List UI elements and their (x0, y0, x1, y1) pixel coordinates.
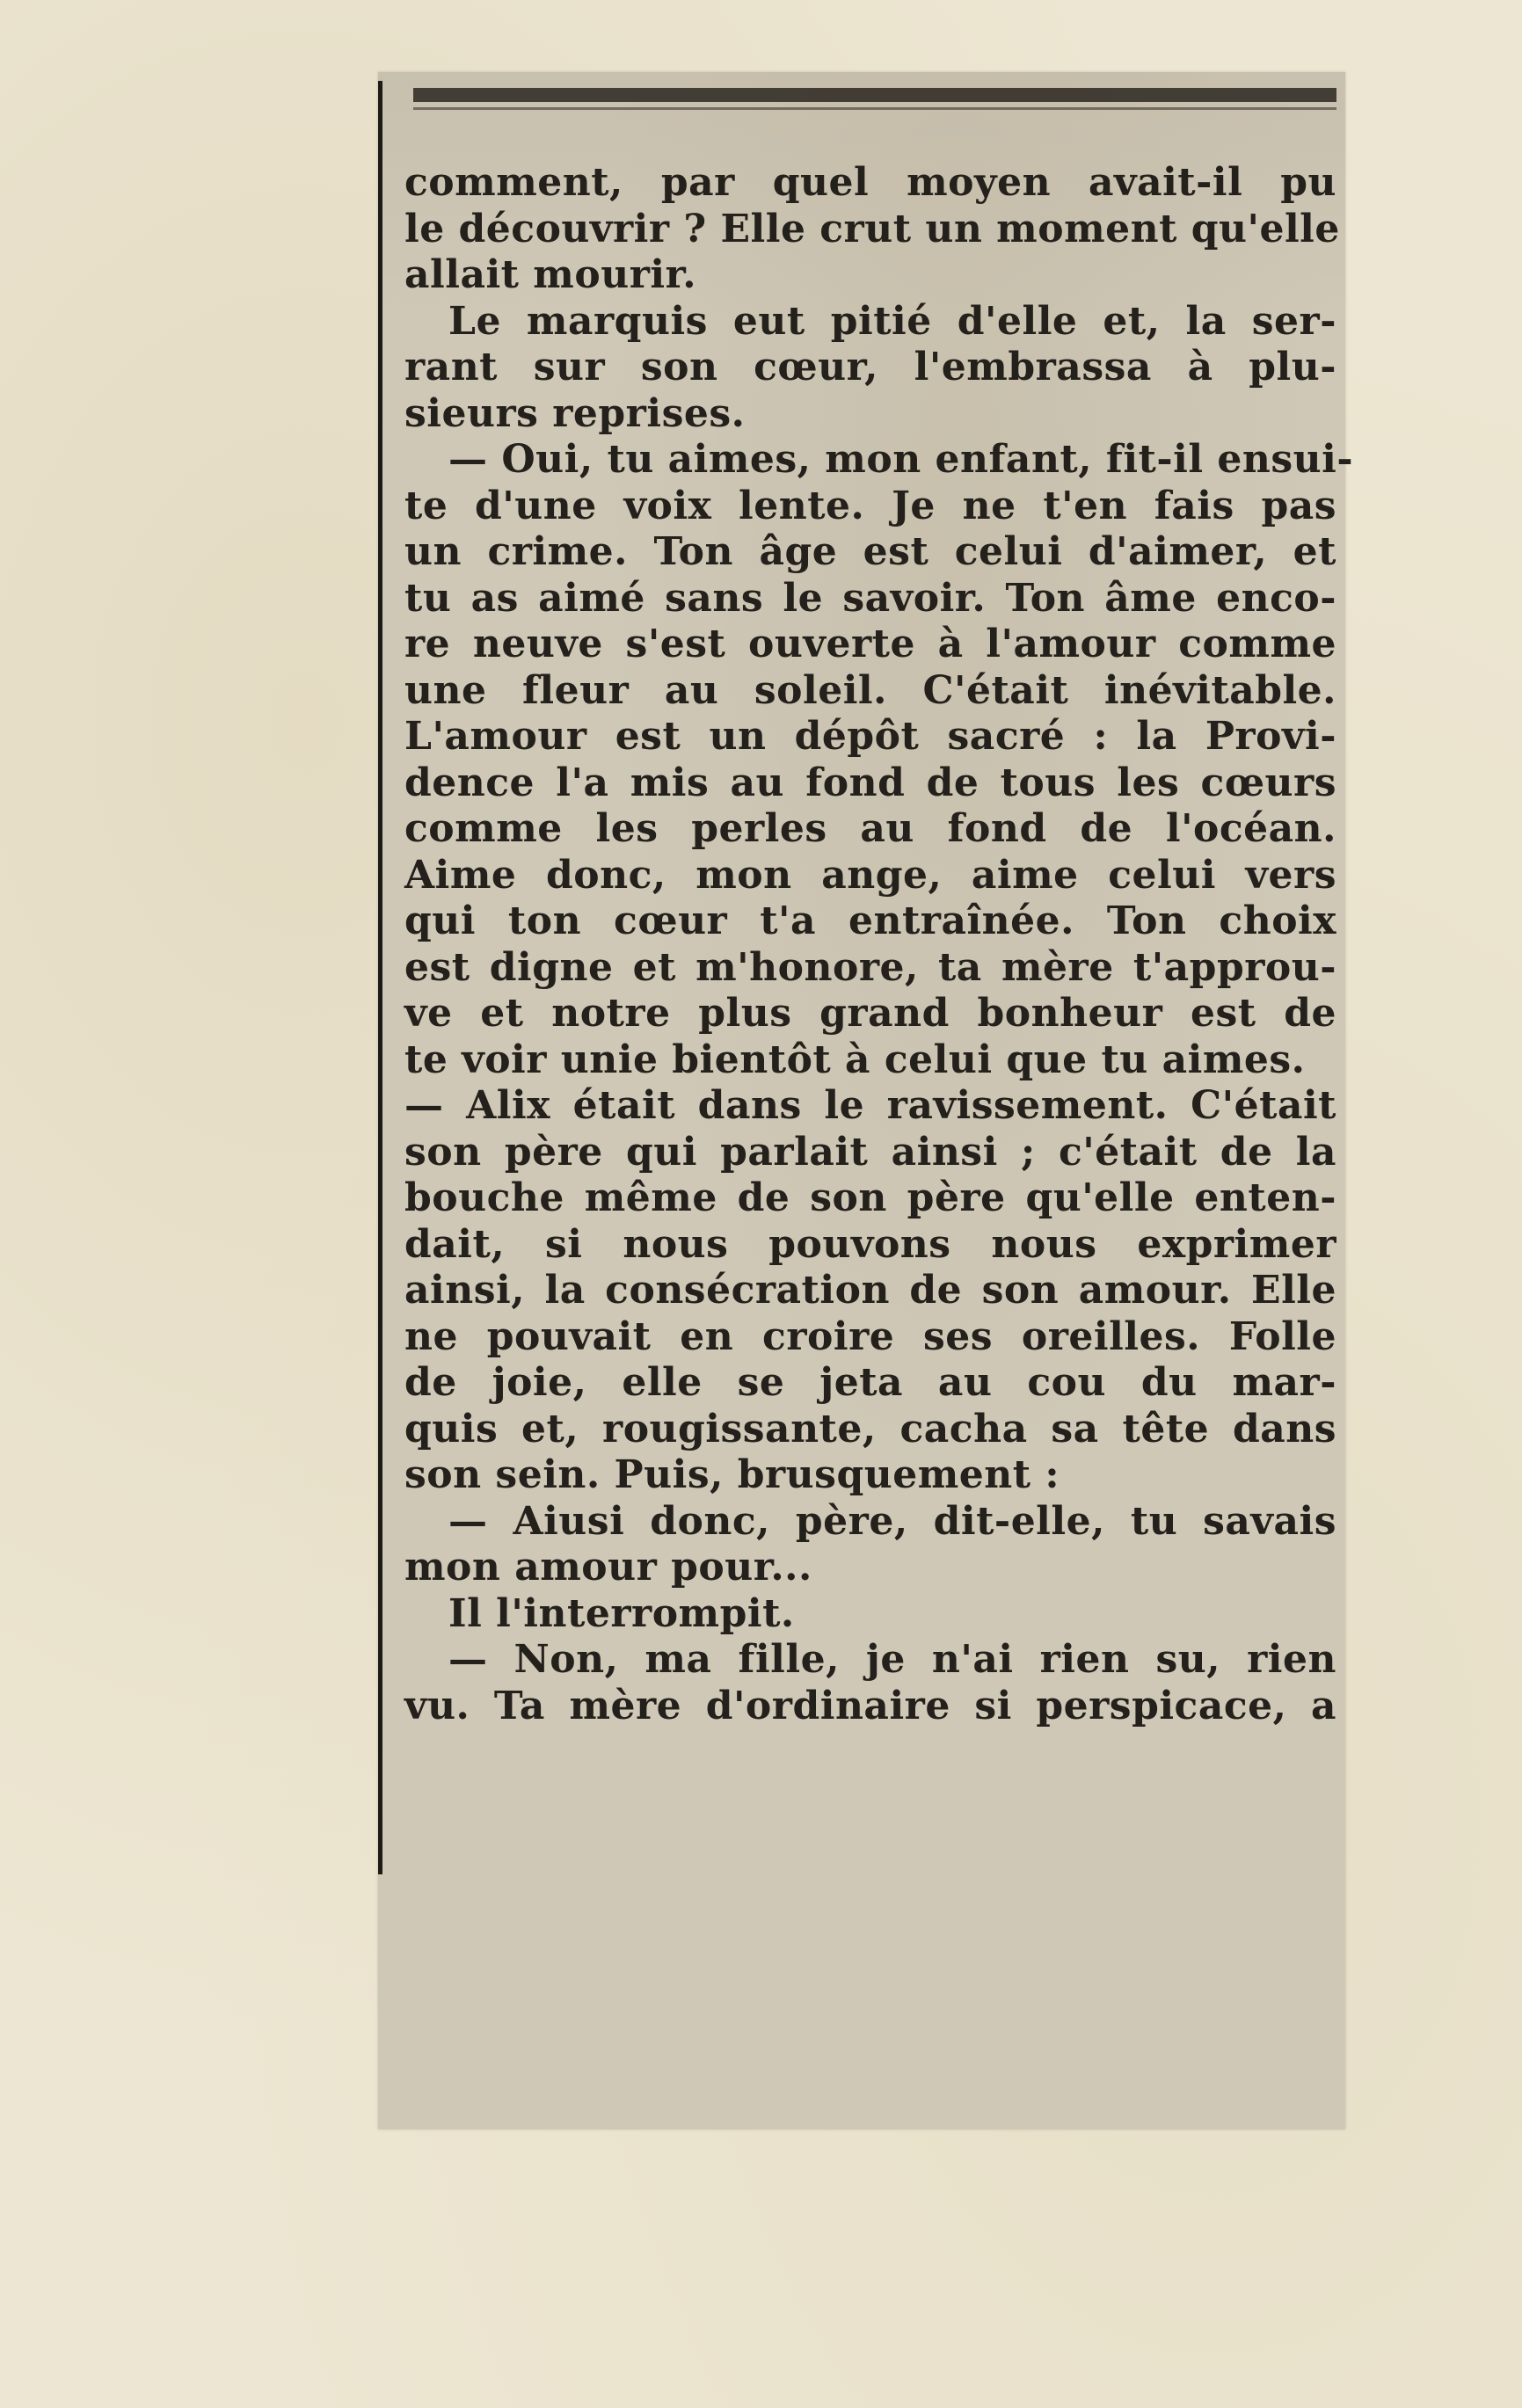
text-line: comment, par quel moyen avait-il pu (404, 160, 1336, 205)
text-line: Aime donc, mon ange, aime celui vers (404, 852, 1336, 898)
header-rule-thin (413, 107, 1336, 110)
text-line: re neuve s'est ouverte à l'amour comme (404, 622, 1336, 666)
text-line: — Aiusi donc, père, dit-elle, tu savais (448, 1498, 1336, 1544)
text-line: ve et notre plus grand bonheur est de (404, 991, 1336, 1036)
text-line: te voir unie bientôt à celui que tu aimes. (404, 1037, 1306, 1082)
text-line: ainsi, la consécration de son amour. Elle (404, 1268, 1336, 1313)
text-line: dence l'a mis au fond de tous les cœurs (404, 760, 1336, 805)
text-line: comme les perles au fond de l'océan. (404, 806, 1336, 851)
text-line: mon amour pour... (404, 1545, 812, 1590)
text-line: rant sur son cœur, l'embrassa à plu- (404, 345, 1336, 389)
text-line: vu. Ta mère d'ordinaire si perspicace, a (404, 1683, 1336, 1728)
header-rule (413, 88, 1336, 102)
text-line: qui ton cœur t'a entraînée. Ton choix (404, 898, 1336, 943)
text-line: Le marquis eut pitié d'elle et, la ser- (448, 298, 1336, 344)
text-line: un crime. Ton âge est celui d'aimer, et (404, 529, 1336, 574)
text-line: L'amour est un dépôt sacré : la Provi- (404, 714, 1336, 759)
text-line: bouche même de son père qu'elle enten- (404, 1175, 1336, 1220)
text-line: te d'une voix lente. Je ne t'en fais pas (404, 483, 1336, 528)
text-line: tu as aimé sans le savoir. Ton âme enco- (404, 575, 1336, 621)
text-line: ne pouvait en croire ses oreilles. Folle (404, 1313, 1336, 1359)
text-line: son père qui parlait ainsi ; c'était de la (404, 1129, 1336, 1175)
text-line: — Oui, tu aimes, mon enfant, fit-il ensui- (448, 437, 1354, 482)
text-line: — Alix était dans le ravissement. C'était (404, 1083, 1336, 1128)
column-rule (378, 81, 382, 1874)
text-line: de joie, elle se jeta au cou du mar- (404, 1360, 1336, 1405)
text-line: allait mourir. (404, 252, 697, 297)
text-line: le découvrir ? Elle crut un moment qu'elle (404, 206, 1340, 251)
text-line: dait, si nous pouvons nous exprimer (404, 1221, 1336, 1267)
text-line: son sein. Puis, brusquement : (404, 1452, 1060, 1497)
text-line: Il l'interrompit. (448, 1590, 795, 1636)
article-text (404, 160, 1354, 1729)
text-line: une fleur au soleil. C'était inévitable. (404, 667, 1336, 713)
text-line: est digne et m'honore, ta mère t'approu- (404, 944, 1336, 990)
newspaper-clipping (378, 72, 1354, 2129)
text-line: sieurs reprises. (404, 390, 746, 436)
text-line: quis et, rougissante, cacha sa tête dans (404, 1406, 1336, 1451)
text-line: — Non, ma fille, je n'ai rien su, rien (448, 1637, 1336, 1682)
